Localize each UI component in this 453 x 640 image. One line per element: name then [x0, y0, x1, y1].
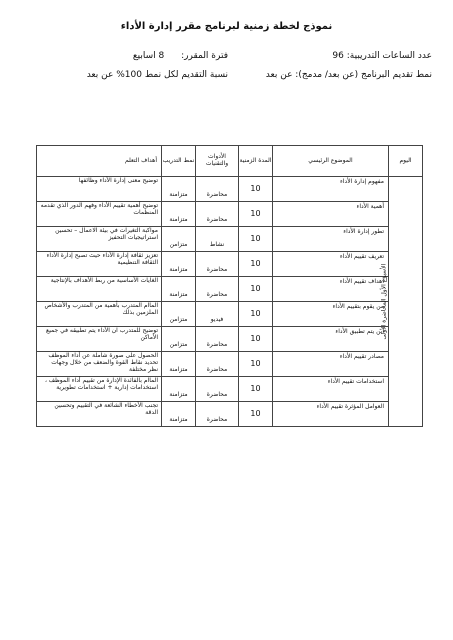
- goal-cell: تعزيز ثقافة إدارة الأداء حيث تصبح إدارة الأداء الثقافة التنظيمية: [37, 252, 162, 277]
- schedule-table: [36, 145, 423, 427]
- delivery-percentage: نسبة التقديم لكل نمط 100% عن بعد: [86, 70, 228, 80]
- tools-cell: محاضرة: [196, 352, 239, 377]
- goal-cell: الماام المتدرب بأهمية من المتدرب والأشخاص الملزمين بذلك: [37, 302, 162, 327]
- mode-cell: متزامنة: [162, 377, 196, 402]
- table-row: [37, 177, 423, 202]
- table-row: [37, 252, 423, 277]
- table-row: [37, 202, 423, 227]
- mode-cell: متزامنة: [162, 402, 196, 427]
- table-row: [37, 227, 423, 252]
- tools-cell: نشاط: [196, 227, 239, 252]
- table-row: [37, 352, 423, 377]
- topic-cell: مصادر تقييم الأداء: [273, 352, 389, 377]
- header-day: اليوم: [389, 146, 423, 177]
- period-label: فترة المقرر:: [181, 51, 228, 61]
- duration-cell: 10: [239, 377, 273, 402]
- topic-cell: تعريف تقييم الأداء: [273, 252, 389, 277]
- goal-cell: تجنب الأخطاء الشائعة في التقييم وتحسين الدقة: [37, 402, 162, 427]
- mode-cell: متزامن: [162, 327, 196, 352]
- table-row: [37, 327, 423, 352]
- goal-cell: الغايات الأساسية من ربط الأهداف بالإنتاجية: [37, 277, 162, 302]
- page-title: نموذج لخطة زمنية لبرنامج مقرر إدارة الأداء: [120, 21, 333, 32]
- header-goals: أهداف التعلم: [37, 146, 162, 177]
- goal-cell: توضيح معنى إدارة الأداء وظائفها: [37, 177, 162, 202]
- topic-cell: استخدامات تقييم الأداء: [273, 377, 389, 402]
- mode-cell: متزامن: [162, 302, 196, 327]
- day-cell: [380, 177, 423, 427]
- header-tools: الأدوات والتقنيات: [196, 146, 239, 177]
- mode-cell: متزامنة: [162, 177, 196, 202]
- mode-cell: متزامنة: [162, 252, 196, 277]
- table-header-row: [37, 146, 423, 177]
- topic-cell: مفهوم إدارة الأداء: [273, 177, 389, 202]
- table-row: [37, 402, 423, 427]
- mode-cell: متزامن: [162, 227, 196, 252]
- duration-cell: 10: [239, 252, 273, 277]
- tools-cell: محاضرة: [196, 202, 239, 227]
- tools-cell: محاضرة: [196, 177, 239, 202]
- topic-cell: تطور إدارة الأداء: [273, 227, 389, 252]
- header-topic: الموضوع الرئيسي: [273, 146, 389, 177]
- course-period: [133, 51, 228, 61]
- duration-cell: 10: [239, 202, 273, 227]
- day-label: الأسبوع الأول المحاضرة الأولى: [380, 263, 388, 339]
- mode-cell: متزامنة: [162, 352, 196, 377]
- hours-value: 96: [332, 51, 344, 61]
- duration-cell: 10: [239, 177, 273, 202]
- mode-cell: متزامنة: [162, 202, 196, 227]
- period-value: 8 اسابيع: [132, 51, 165, 61]
- goal-cell: الحصول على صورة شاملة عن أداء الموظف تحديد نقاط القوة والضعف من خلال وجهات نظر مختلفة: [37, 352, 162, 377]
- topic-cell: أهداف تقييم الأداء: [273, 277, 389, 302]
- goal-cell: توضيح للمتدرب ان الأداء يتم تطبيقه في جميع الأماكن: [37, 327, 162, 352]
- header-mode: نمط التدريب: [162, 146, 196, 177]
- duration-cell: 10: [239, 352, 273, 377]
- delivery-pattern: نمط تقديم البرنامج (عن بعد/ مدمج): عن بعد: [265, 70, 432, 80]
- duration-cell: 10: [239, 327, 273, 352]
- tools-cell: محاضرة: [196, 377, 239, 402]
- topic-cell: العوامل المؤثرة تقييم الأداء: [273, 402, 389, 427]
- table-row: [37, 302, 423, 327]
- topic-cell: أهمية الأداء: [273, 202, 389, 227]
- header-duration: المدة الزمنية: [239, 146, 273, 177]
- tools-cell: محاضرة: [196, 402, 239, 427]
- goal-cell: مواكبة التغيرات في بيئة الاعمال – تحسين استراتيجيات التحفيز: [37, 227, 162, 252]
- topic-cell: من يقوم بتقييم الأداء: [273, 302, 389, 327]
- duration-cell: 10: [239, 402, 273, 427]
- mode-cell: متزامنة: [162, 277, 196, 302]
- topic-cell: اين يتم تطبيق الأداء: [273, 327, 389, 352]
- tools-cell: محاضرة: [196, 277, 239, 302]
- duration-cell: 10: [239, 227, 273, 252]
- table-row: [37, 377, 423, 402]
- duration-cell: 10: [239, 302, 273, 327]
- goal-cell: الماام بالفائدة الإدارة من تقييم أداء الموظف ، استخدامات إدارية + استخدامات تطويرية: [37, 377, 162, 402]
- goal-cell: توضيح أهمية تقييم الأداء وفهم الدور الذي تقدمه المنظمات: [37, 202, 162, 227]
- tools-cell: محاضرة: [196, 327, 239, 352]
- tools-cell: محاضرة: [196, 252, 239, 277]
- duration-cell: 10: [239, 277, 273, 302]
- hours-label: عدد الساعات التدريبية:: [346, 51, 432, 61]
- tools-cell: فيديو: [196, 302, 239, 327]
- training-hours: [332, 51, 432, 61]
